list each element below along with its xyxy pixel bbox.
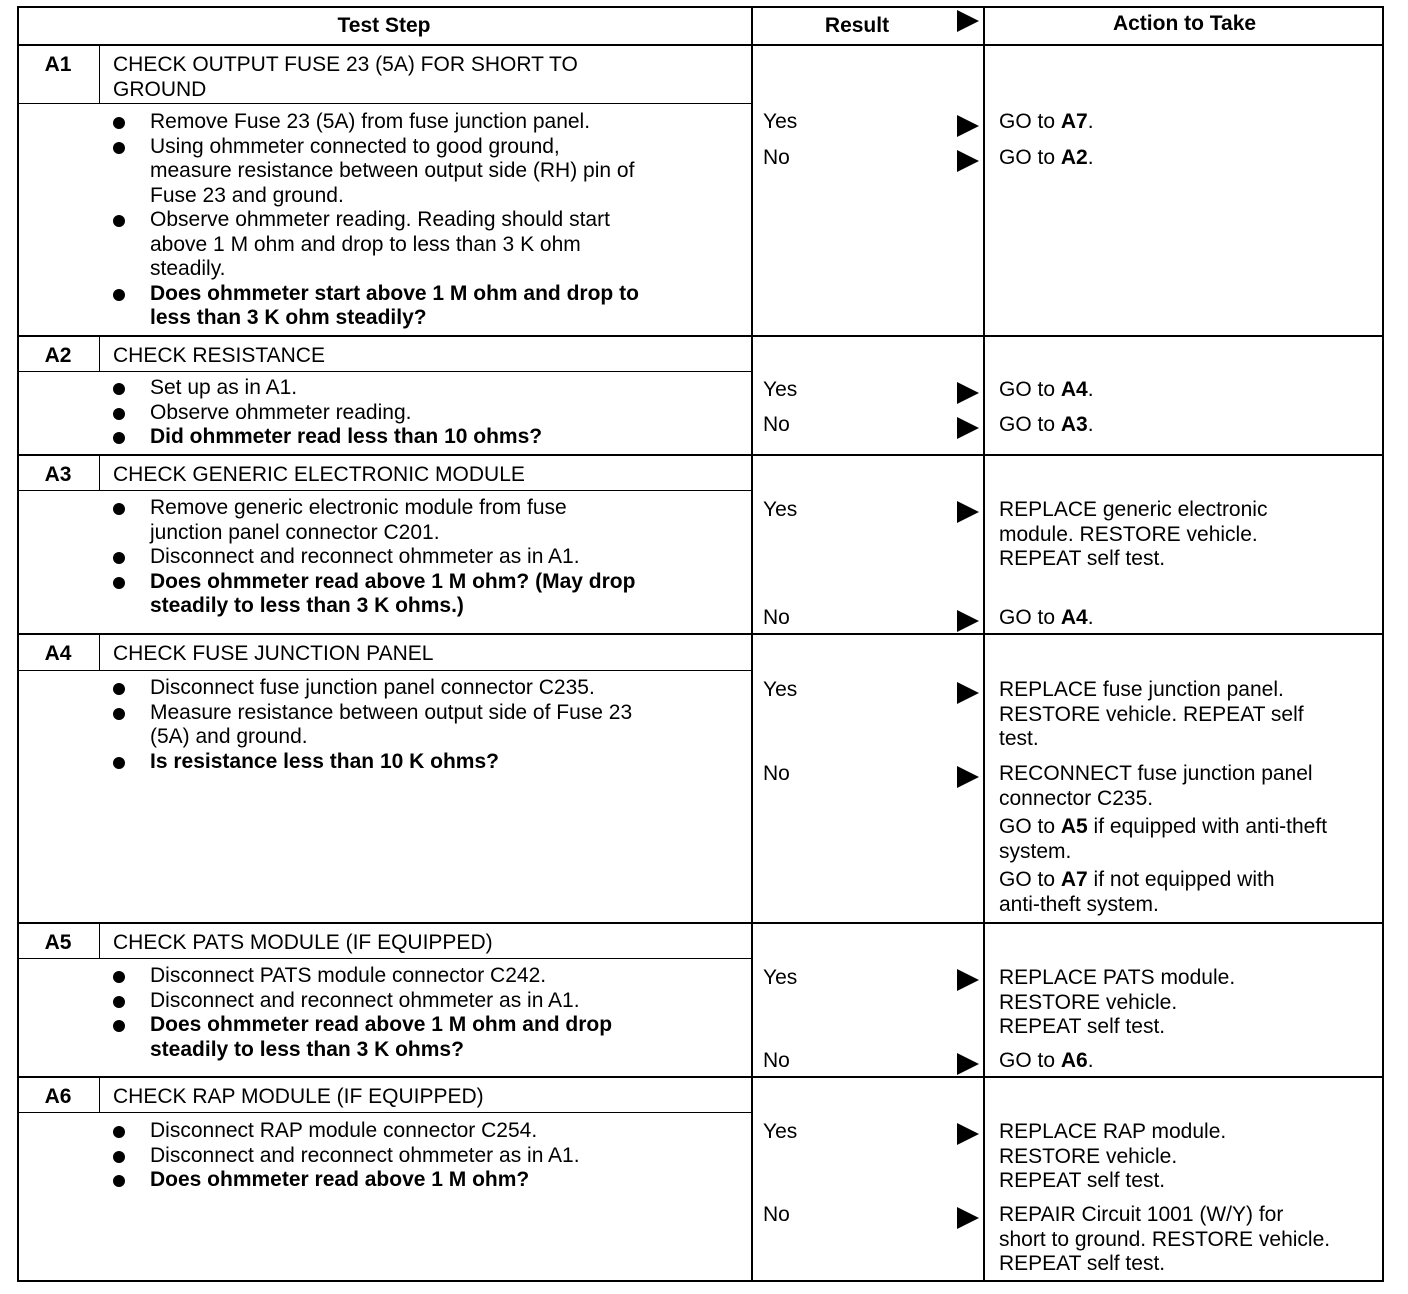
bullet-dot-icon [113,552,125,564]
result-label: Yes [763,498,798,521]
action-text: GO to A7. [999,110,1094,133]
action-text: REPAIR Circuit 1001 (W/Y) for [999,1203,1284,1226]
bullet-dot-icon [113,996,125,1008]
column-rule-action [983,6,985,1282]
title-underline [17,490,751,491]
step-title: CHECK OUTPUT FUSE 23 (5A) FOR SHORT TO [113,53,578,76]
action-text: REPEAT self test. [999,1169,1166,1192]
action-text: GO to A4. [999,378,1094,401]
result-arrow-icon [957,1053,979,1075]
diagnostic-table [17,6,1384,1282]
id-column-rule [99,1076,100,1112]
step-instruction: above 1 M ohm and drop to less than 3 K ohm [150,232,581,256]
step-title: GROUND [113,77,207,101]
step-instruction: Disconnect and reconnect ohmmeter as in A1. [150,545,580,568]
result-arrow-icon [957,382,979,404]
id-column-rule [99,335,100,371]
action-text: REPEAT self test. [999,1252,1166,1275]
step-instruction: Using ohmmeter connected to good ground, [150,134,560,158]
bullet-dot-icon [113,503,125,515]
step-instruction: Does ohmmeter read above 1 M ohm and drop [150,1013,613,1036]
header-test-step: Test Step [337,14,431,37]
title-underline [17,371,751,372]
result-arrow-icon [957,766,979,788]
step-separator [17,922,1384,924]
title-underline [17,103,751,104]
header-action: Action to Take [1112,12,1257,35]
action-text: GO to A7 if not equipped with [999,868,1275,891]
result-label: No [763,606,790,629]
step-separator [17,335,1384,337]
result-label: Yes [763,378,798,401]
bullet-dot-icon [113,117,125,129]
step-instruction: steadily. [150,257,226,280]
bullet-dot-icon [113,432,125,444]
result-label: Yes [763,1120,798,1143]
step-id: A5 [44,931,72,954]
result-label: No [763,762,790,785]
table-border-right [1382,6,1384,1282]
result-arrow-icon [957,1123,979,1145]
title-underline [17,958,751,959]
action-text: connector C235. [999,786,1154,810]
bullet-dot-icon [113,289,125,301]
result-label: Yes [763,110,798,133]
result-label: No [763,1203,790,1226]
bullet-dot-icon [113,1175,125,1187]
action-text: GO to A6. [999,1049,1094,1072]
bullet-dot-icon [113,971,125,983]
action-text: RECONNECT fuse junction panel [999,762,1313,785]
table-border-top [17,6,1384,8]
action-text: REPLACE PATS module. [999,966,1236,989]
action-text: RESTORE vehicle. [999,990,1178,1014]
step-reference: A6 [1060,1049,1088,1072]
step-instruction: Fuse 23 and ground. [150,183,344,207]
step-instruction: Disconnect and reconnect ohmmeter as in A1. [150,988,580,1012]
step-title: CHECK FUSE JUNCTION PANEL [113,642,434,665]
step-instruction: Disconnect and reconnect ohmmeter as in A1. [150,1143,580,1167]
table-border-bottom [17,1280,1384,1282]
header-result: Result [824,14,890,37]
step-id: A1 [44,53,72,76]
step-instruction: steadily to less than 3 K ohms? [150,1037,464,1061]
step-title: CHECK PATS MODULE (IF EQUIPPED) [113,931,493,954]
action-text: RESTORE vehicle. [999,1144,1178,1168]
step-instruction: Observe ohmmeter reading. [150,400,412,424]
step-reference: A4 [1060,606,1088,629]
action-text: GO to A3. [999,413,1094,436]
step-instruction: (5A) and ground. [150,725,308,748]
result-arrow-icon [957,1207,979,1229]
action-text: system. [999,839,1072,863]
step-instruction: Disconnect RAP module connector C254. [150,1119,538,1142]
step-instruction: Remove generic electronic module from fuse [150,496,567,519]
bullet-dot-icon [113,383,125,395]
id-column-rule [99,44,100,103]
action-text: REPLACE generic electronic [999,498,1268,521]
action-text: RESTORE vehicle. REPEAT self [999,702,1304,726]
step-id: A6 [44,1085,72,1108]
action-text: GO to A4. [999,606,1094,629]
step-separator [17,1076,1384,1078]
id-column-rule [99,922,100,958]
header-rule [17,44,1384,46]
action-text: test. [999,727,1039,750]
step-instruction: Does ohmmeter start above 1 M ohm and drop to [150,281,639,305]
step-instruction: Observe ohmmeter reading. Reading should start [150,208,610,231]
step-reference: A7 [1060,868,1088,891]
result-label: Yes [763,966,798,989]
bullet-dot-icon [113,142,125,154]
result-arrow-icon [957,417,979,439]
action-text: REPEAT self test. [999,1015,1166,1038]
step-id: A3 [44,463,72,486]
result-arrow-icon [957,115,979,137]
step-title: CHECK RESISTANCE [113,344,325,367]
result-arrow-icon [957,150,979,172]
step-separator [17,633,1384,635]
bullet-dot-icon [113,1126,125,1138]
step-separator [17,454,1384,456]
result-label: No [763,413,790,436]
id-column-rule [99,454,100,490]
result-arrow-icon [957,969,979,991]
step-instruction: Is resistance less than 10 K ohms? [150,749,499,773]
result-arrow-icon [957,682,979,704]
bullet-dot-icon [113,683,125,695]
step-instruction: Set up as in A1. [150,376,298,399]
step-id: A2 [44,344,72,367]
step-reference: A3 [1060,413,1088,436]
step-reference: A5 [1060,815,1088,838]
step-title: CHECK GENERIC ELECTRONIC MODULE [113,463,525,486]
bullet-dot-icon [113,708,125,720]
result-label: No [763,146,790,169]
step-instruction: Measure resistance between output side of Fuse 23 [150,700,633,724]
action-text: REPLACE RAP module. [999,1120,1227,1143]
result-arrow-icon [957,501,979,523]
title-underline [17,670,751,671]
bullet-dot-icon [113,408,125,420]
step-id: A4 [44,642,72,665]
action-text: GO to A5 if equipped with anti-theft [999,815,1328,838]
bullet-dot-icon [113,577,125,589]
step-reference: A2 [1060,146,1088,169]
step-title: CHECK RAP MODULE (IF EQUIPPED) [113,1085,484,1108]
bullet-dot-icon [113,1151,125,1163]
title-underline [17,1112,751,1113]
step-reference: A4 [1060,378,1088,401]
action-text: REPEAT self test. [999,547,1166,570]
action-text: short to ground. RESTORE vehicle. [999,1227,1331,1251]
step-instruction: less than 3 K ohm steadily? [150,306,427,329]
action-text: module. RESTORE vehicle. [999,522,1258,546]
step-instruction: junction panel connector C201. [150,520,440,544]
bullet-dot-icon [113,215,125,227]
step-instruction: Disconnect PATS module connector C242. [150,964,547,987]
step-instruction: Does ohmmeter read above 1 M ohm? [150,1168,530,1191]
bullet-dot-icon [113,1020,125,1032]
step-reference: A7 [1060,110,1088,133]
action-text: REPLACE fuse junction panel. [999,678,1284,701]
bullet-dot-icon [113,757,125,769]
step-instruction: measure resistance between output side (RH) pin of [150,159,635,182]
result-arrow-icon [957,610,979,632]
step-instruction: Does ohmmeter read above 1 M ohm? (May drop [150,569,636,593]
result-label: No [763,1049,790,1072]
step-instruction: Did ohmmeter read less than 10 ohms? [150,425,543,448]
column-rule-result [751,6,753,1282]
header-arrow-icon [957,10,979,32]
step-instruction: steadily to less than 3 K ohms.) [150,594,464,617]
action-text: GO to A2. [999,146,1094,169]
id-column-rule [99,633,100,670]
step-instruction: Remove Fuse 23 (5A) from fuse junction panel. [150,110,591,133]
result-label: Yes [763,678,798,701]
step-instruction: Disconnect fuse junction panel connector C235. [150,676,595,699]
action-text: anti-theft system. [999,892,1159,916]
